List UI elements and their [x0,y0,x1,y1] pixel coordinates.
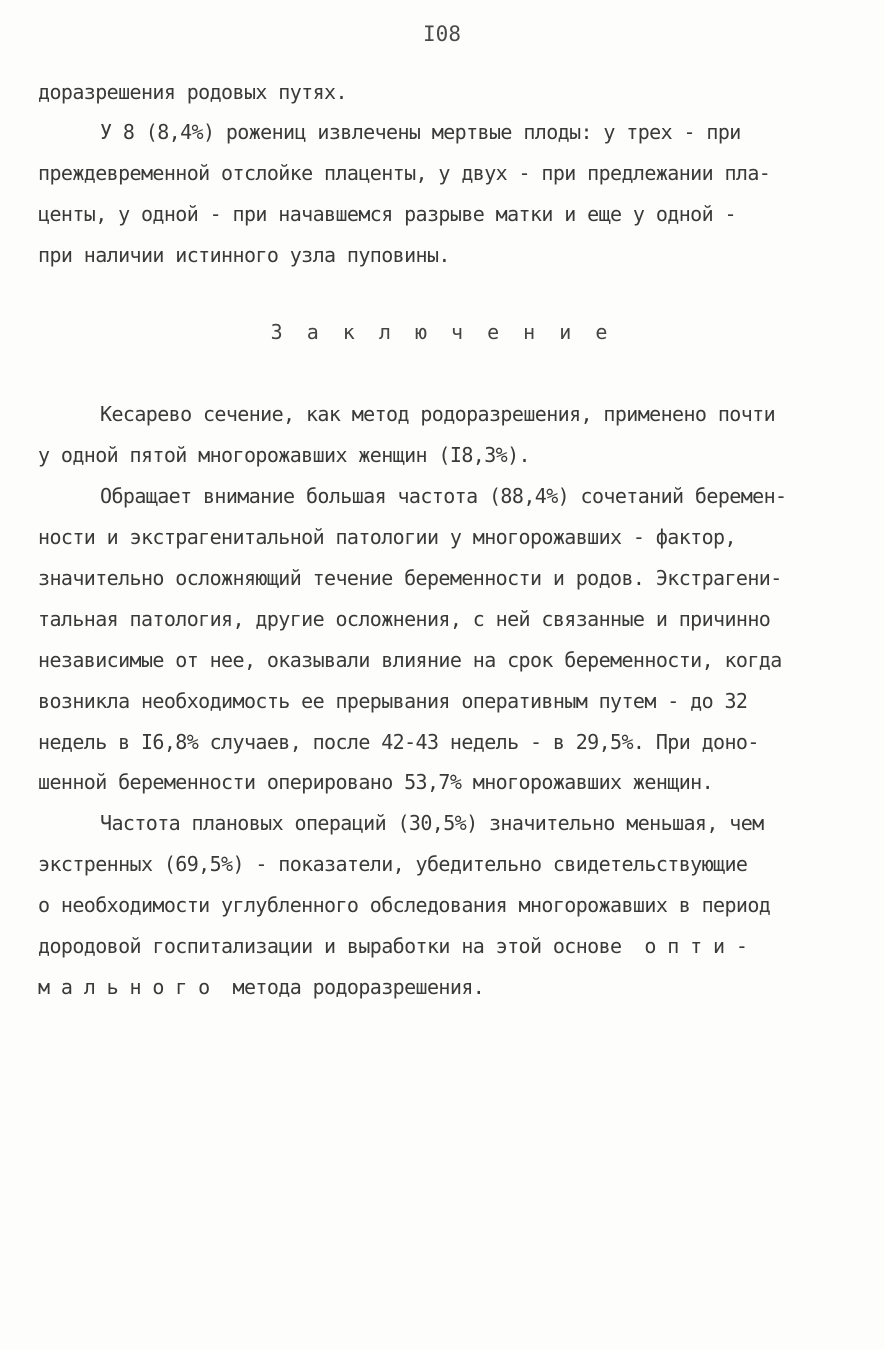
text-line: при наличии истинного узла пуповины. [38,243,450,267]
text-line: Частота плановых операций (30,5%) значительно меньшая, чем [100,811,764,835]
text-line: м а л ь н о г о метода родоразрешения. [38,975,485,999]
text-line: у одной пятой многорожавших женщин (I8,3%). [38,443,530,467]
text-line: Кесарево сечение, как метод родоразрешения, применено почти [100,402,776,426]
text-line: дородовой госпитализации и выработки на этой основе о п т и - [38,934,748,958]
text-line: возникла необходимость ее прерывания оперативным путем - до 32 [38,689,748,713]
text-line: Обращает внимание большая частота (88,4%) сочетаний беремен- [100,484,787,508]
text-line: экстренных (69,5%) - показатели, убедительно свидетельствующие [38,852,748,876]
section-heading: З а к л ю ч е н и е [270,320,614,344]
text-line: преждевременной отслойке плаценты, у двух - при предлежании пла- [38,161,771,185]
text-line: значительно осложняющий течение беременности и родов. Экстрагени- [38,566,782,590]
text-line: доразрешения родовых путях. [38,80,347,104]
text-line: независимые от нее, оказывали влияние на срок беременности, когда [38,648,782,672]
text-line: тальная патология, другие осложнения, с ней связанные и причинно [38,607,771,631]
text-line: ности и экстрагенитальной патологии у многорожавших - фактор, [38,525,736,549]
text-line: о необходимости углубленного обследования многорожавших в период [38,893,771,917]
text-line: центы, у одной - при начавшемся разрыве матки и еще у одной - [38,202,736,226]
text-line: У 8 (8,4%) рожениц извлечены мертвые плоды: у трех - при [100,120,741,144]
text-line: шенной беременности оперировано 53,7% многорожавших женщин. [38,770,714,794]
text-line: недель в I6,8% случаев, после 42-43 недель - в 29,5%. При доно- [38,730,759,754]
page-number: I08 [423,22,461,46]
